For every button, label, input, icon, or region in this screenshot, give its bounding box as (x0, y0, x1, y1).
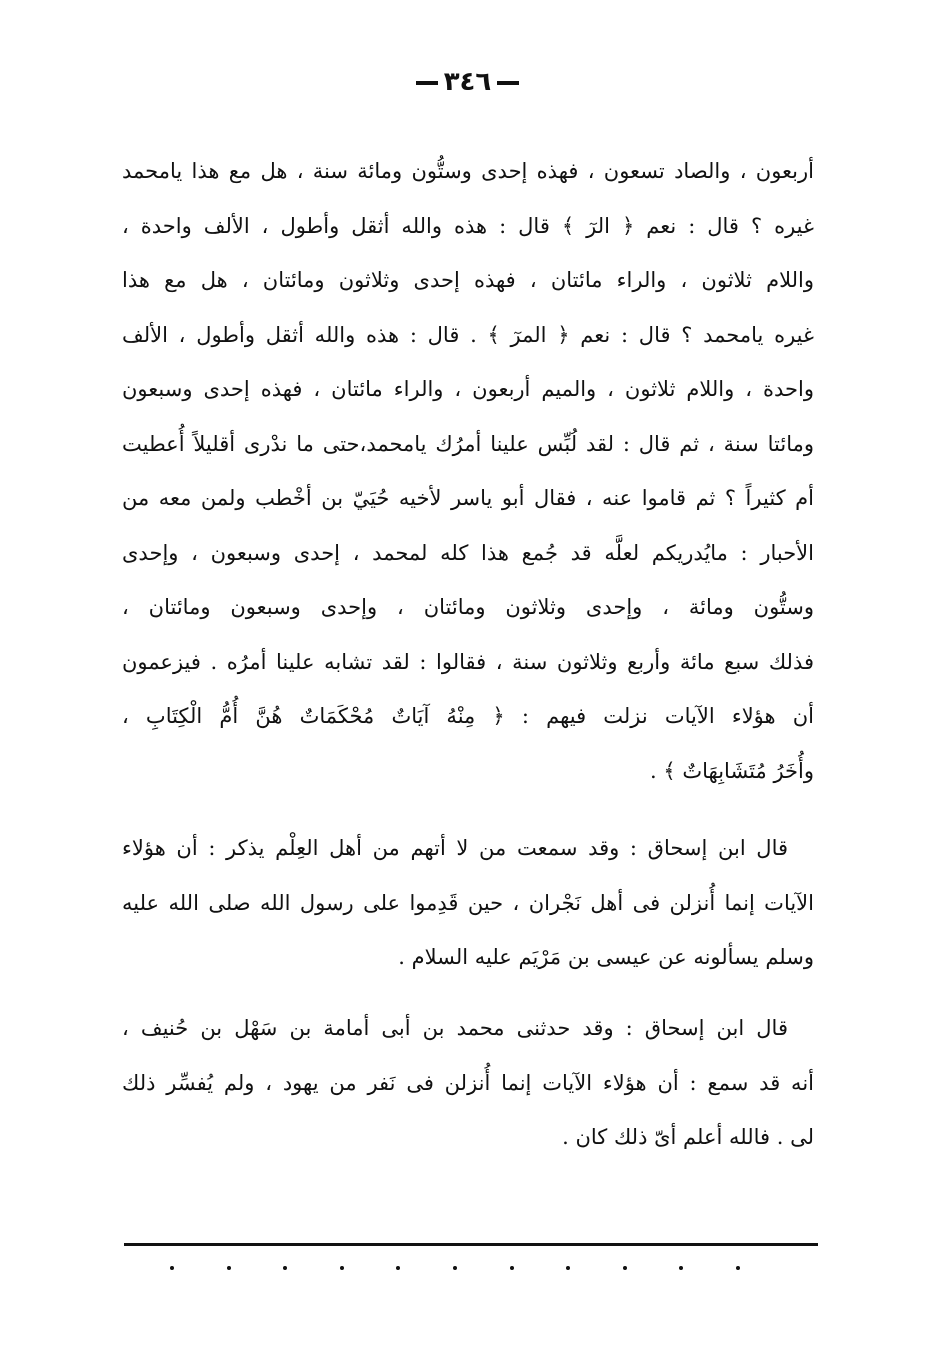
text-line: لى . فالله أعلم أىّ ذلك كان . (562, 1125, 814, 1149)
footer-dot (396, 1266, 400, 1270)
paragraph-3 (122, 1001, 814, 1165)
footer-dot (510, 1266, 514, 1270)
paragraph-1 (122, 144, 814, 798)
text-line: قال ابن إسحاق : وقد سمعت من لا أتهم من أهل العِلْم يذكر : أن هؤلاء (122, 836, 788, 860)
footer-dots (170, 1266, 740, 1270)
footer-dot (623, 1266, 627, 1270)
text-line: ومائتا سنة ، ثم قال : لقد لُبِّس علينا أمرُك يامحمد،حتى ما ندْرى أقليلاً أُعطيت (122, 431, 814, 456)
text-line: غيره ؟ قال : نعم ﴿ الرٓ ﴾ قال : هذه والله أثقل وأطول ، الألف واحدة ، (122, 213, 814, 238)
text-line: وسلم يسألونه عن عيسى بن مَرْيَم عليه السلام . (398, 945, 814, 969)
text-line: أم كثيراً ؟ ثم قاموا عنه ، فقال أبو ياسر لأخيه حُيَيّ بن أخْطب ولمن معه من (122, 486, 814, 510)
footer-dot (453, 1266, 457, 1270)
page-number-dash-right (497, 81, 519, 85)
footer-dot (170, 1266, 174, 1270)
text-line: الأحبار : مايُدريكم لعلَّه قد جُمع هذا كله لمحمد ، إحدى وسبعون ، وإحدى (122, 540, 814, 565)
text-line: واللام ثلاثون ، والراء مائتان ، فهذه إحدى وثلاثون ومائتان ، هل مع هذا (122, 268, 814, 292)
footer-dot (679, 1266, 683, 1270)
footer-dot (340, 1266, 344, 1270)
paragraph-2 (122, 821, 814, 985)
page-number-dash-left (416, 81, 438, 85)
page-number (0, 62, 935, 102)
footer-dot (736, 1266, 740, 1270)
text-line: أنه قد سمع : أن هؤلاء الآيات إنما أُنزلن فى نَفر من يهود ، ولم يُفسِّر ذلك (122, 1070, 814, 1095)
footer-rule (124, 1243, 818, 1246)
footer-dot (283, 1266, 287, 1270)
text-line: فذلك سبع مائة وأربع وثلاثون سنة ، فقالوا : لقد تشابه علينا أمرُه . فيزعمون (122, 649, 814, 674)
text-line: الآيات إنما أُنزلن فى أهل نَجْران ، حين قَدِموا على رسول الله صلى الله عليه (122, 890, 814, 915)
page-number-value: ٣٤٦ (443, 67, 492, 97)
text-line: أربعون ، والصاد تسعون ، فهذه إحدى وستُّون ومائة سنة ، هل مع هذا يامحمد (122, 159, 814, 183)
text-line: وستُّون ومائة ، وإحدى وثلاثون ومائتان ، وإحدى وسبعون ومائتان ، (122, 595, 814, 619)
footer-dot (227, 1266, 231, 1270)
text-line: وأُخَرُ مُتَشَابِهَاتٌ ﴾ . (650, 758, 814, 783)
text-line: قال ابن إسحاق : وقد حدثنى محمد بن أبى أمامة بن سَهْل بن حُنيف ، (122, 1016, 788, 1040)
text-line: أن هؤلاء الآيات نزلت فيهم : ﴿ مِنْهُ آيَاتٌ مُحْكَمَاتٌ هُنَّ أُمُّ الْكِتَابِ ، (122, 704, 814, 728)
text-line: غيره يامحمد ؟ قال : نعم ﴿ المرٓ ﴾ . قال : هذه والله أثقل وأطول ، الألف (122, 322, 814, 347)
footer-dot (566, 1266, 570, 1270)
text-line: واحدة ، واللام ثلاثون ، والميم أربعون ، والراء مائتان ، فهذه إحدى وسبعون (122, 377, 814, 401)
